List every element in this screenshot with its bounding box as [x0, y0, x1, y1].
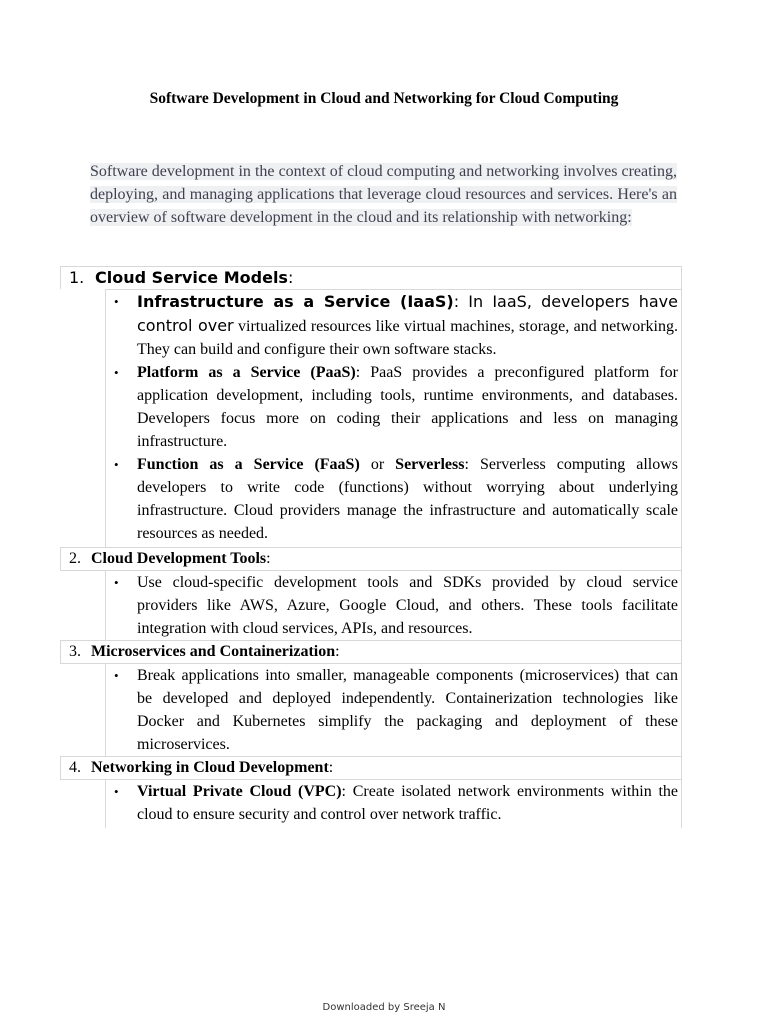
section-heading-suffix: : — [335, 643, 340, 660]
section-bullets — [105, 780, 682, 828]
section-bullets — [105, 664, 682, 756]
section-heading-microservices — [60, 640, 682, 664]
bullet-paas — [106, 361, 678, 453]
bullet-text: : Create isolated network environments within the cloud to ensure security and control over network traffic. — [137, 783, 679, 823]
section-heading-suffix: : — [266, 550, 271, 567]
section-heading-text: Networking in Cloud Development — [91, 759, 329, 776]
bullet-connector: or — [359, 456, 396, 473]
section-heading-cloud-development-tools — [60, 547, 682, 571]
bullet-term-2: Serverless — [395, 456, 465, 473]
bullet-text: : Serverless computing allows developers to write code (functions) without worrying about underlying infrastructure. Cloud providers manage the infrastructure and automatically scale resources as needed. — [137, 456, 678, 542]
section-heading-text: Cloud Development Tools — [91, 550, 267, 567]
bullet-term: Platform as a Service (PaaS) — [137, 364, 356, 381]
bullet-vpc — [106, 780, 678, 826]
bullet-term: Virtual Private Cloud (VPC) — [137, 783, 342, 800]
section-number: 4. — [69, 759, 81, 776]
section-number: 3. — [69, 643, 81, 660]
section-heading-suffix: : — [328, 759, 334, 776]
bullet-iaas — [106, 290, 678, 361]
bullet-text: virtualized resources like virtual machines, storage, and networking. They can build and configure their own software stacks. — [137, 318, 678, 358]
bullet-lead: : In IaaS, developers have control over — [137, 292, 678, 335]
section-heading-text: Microservices and Containerization — [91, 643, 336, 660]
download-attribution: Downloaded by Sreeja N — [322, 1002, 446, 1013]
section-heading-cloud-service-models — [60, 266, 682, 289]
bullet-text: Use cloud-specific development tools and SDKs provided by cloud service providers like AWS, Azure, Google Cloud, and others. These tools facilitate integration with cloud services, APIs, and resources. — [137, 574, 678, 637]
outline-list — [60, 266, 682, 824]
intro-text: Software development in the context of cloud computing and networking involves creating, deploying, and managing applications that leverage cloud resources and services. Here's an overview of software development in the cloud and its relationship with networking: — [90, 163, 677, 226]
section-number: 1. — [69, 268, 85, 287]
bullet-dev-tools — [106, 571, 678, 640]
intro-paragraph — [90, 160, 677, 229]
section-heading-networking — [60, 756, 682, 780]
section-number: 2. — [69, 550, 81, 567]
section-bullets — [105, 289, 682, 547]
bullet-term: Function as a Service (FaaS) — [137, 456, 360, 473]
bullet-text: : PaaS provides a preconfigured platform for application development, including tools, runtime environments, and databases. Developers focus more on coding their applications and less on managing infrastructure. — [137, 364, 679, 450]
bullet-microservices — [106, 664, 678, 756]
section-bullets — [105, 571, 682, 640]
bullet-faas — [106, 453, 678, 547]
bullet-text: Break applications into smaller, manageable components (microservices) that can be developed and deployed independently. Containerization technologies like Docker and Kubernetes simplify the packaging and deployment of these microservices. — [137, 667, 678, 753]
document-title: Software Development in Cloud and Networking for Cloud Computing — [149, 90, 619, 107]
section-heading-suffix: : — [287, 268, 294, 287]
section-heading-text: Cloud Service Models — [95, 268, 288, 287]
bullet-term: Infrastructure as a Service (IaaS) — [137, 292, 454, 311]
